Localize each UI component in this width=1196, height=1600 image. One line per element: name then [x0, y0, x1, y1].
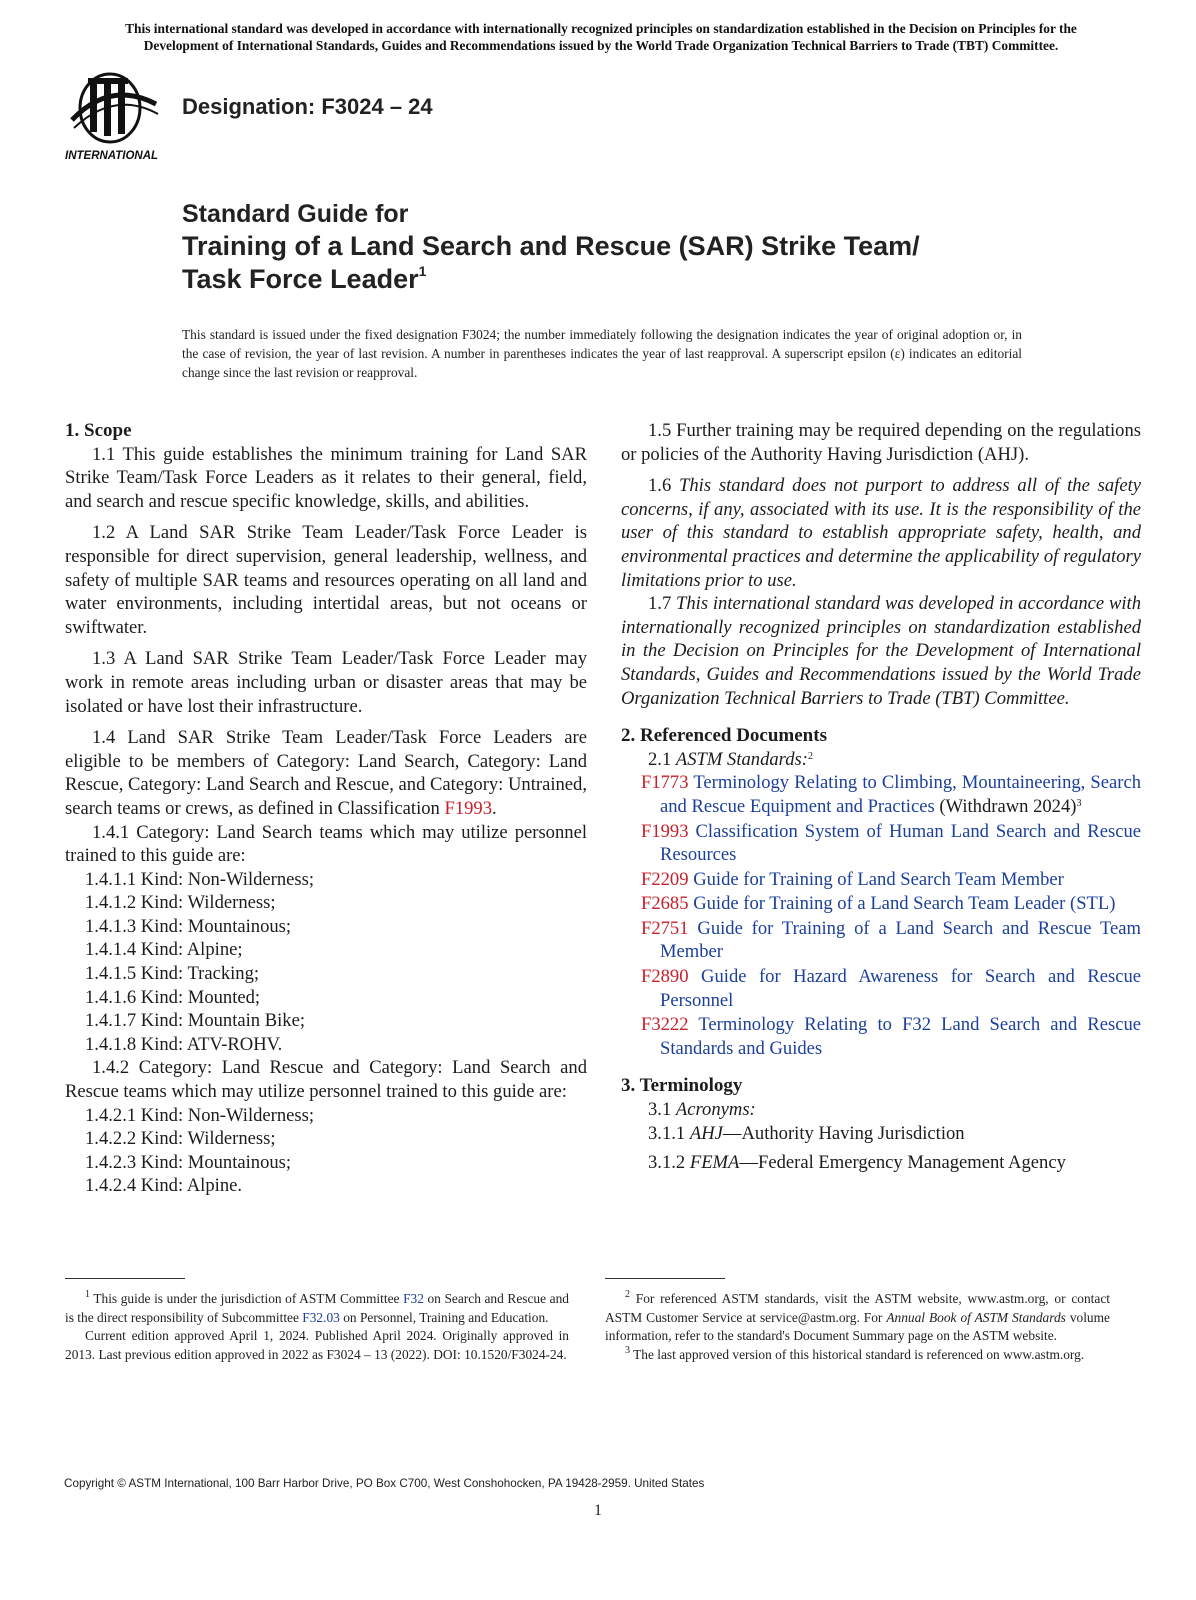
footnote-1-mark: 1 — [85, 1289, 90, 1300]
para-1-6 — [621, 474, 1141, 592]
reference-item — [621, 771, 1141, 818]
section-references-heading: 2. Referenced Documents — [621, 725, 827, 747]
copyright: Copyright © ASTM International, 100 Barr Harbor Drive, PO Box C700, West Conshohocken, PA 19428-2959. United States — [64, 1477, 705, 1490]
footnote-3-mark: 3 — [625, 1344, 630, 1356]
kinds-rescue-list — [65, 1104, 587, 1198]
title-line3 — [182, 263, 1082, 296]
section-scope-heading: 1. Scope — [65, 420, 132, 441]
reference-code-link[interactable]: F1773 — [641, 772, 689, 794]
reference-item — [621, 820, 1141, 867]
kind-item: 1.4.1.7 Kind: Mountain Bike; — [85, 1010, 306, 1032]
logo-international-text: INTERNATIONAL — [65, 150, 159, 162]
kind-item: 1.4.1.1 Kind: Non-Wilderness; — [85, 868, 315, 890]
para-3-1-1 — [621, 1122, 1141, 1146]
reference-list — [621, 771, 1141, 1060]
footnote-1-text-a: This guide is under the jurisdiction of ASTM Committee — [90, 1291, 404, 1306]
footnote-1-text-b: on Search and Rescue and is the direct responsibility of Subcommittee — [65, 1291, 569, 1325]
para-3-1-num: 3.1 — [648, 1099, 676, 1121]
kinds-search-list — [65, 868, 587, 1057]
wto-notice-line2: Development of International Standards, Guides and Recommendations issued by the World Trade Organization Technical Barriers to Trade (TBT) Committee. — [143, 38, 1059, 53]
title-line2: Training of a Land Search and Rescue (SAR) Strike Team/ — [182, 231, 920, 261]
footnote-3 — [605, 1346, 1110, 1365]
para-1-4-end: . — [492, 797, 497, 819]
para-1-6-text: This standard does not purport to address all of the safety concerns, if any, associated with its use. It is the responsibility of the user of this standard to establish appropriate safety, health, and environmental practices and determine the applicability of regulatory limitations prior to use. — [621, 475, 1141, 591]
term-ahj: AHJ — [689, 1122, 723, 1144]
para-1-4-2: 1.4.2 Category: Land Rescue and Category: Land Search and Rescue teams which may utilize personnel trained to this guide are: — [65, 1057, 587, 1103]
footnotes-left — [65, 1290, 569, 1364]
reference-code-link[interactable]: F2685 — [641, 893, 689, 915]
para-3-1-2-num: 3.1.2 — [648, 1152, 690, 1174]
kind-item: 1.4.2.4 Kind: Alpine. — [85, 1175, 243, 1197]
reference-code-link[interactable]: F2751 — [641, 917, 689, 939]
astm-logo — [64, 68, 170, 164]
reference-item — [621, 868, 1141, 892]
reference-item — [621, 965, 1141, 1012]
designation: Designation: F3024 – 24 — [182, 94, 433, 119]
para-2-1 — [621, 748, 1141, 772]
reference-code-link[interactable]: F2209 — [641, 868, 689, 890]
reference-title-link[interactable]: Guide for Training of Land Search Team Member — [693, 868, 1064, 890]
para-3-1-text: Acronyms: — [675, 1099, 756, 1121]
kind-item: 1.4.2.3 Kind: Mountainous; — [85, 1151, 292, 1173]
kind-item: 1.4.1.8 Kind: ATV-ROHV. — [85, 1033, 283, 1055]
title-line1: Standard Guide for — [182, 200, 409, 228]
para-3-1 — [621, 1098, 1141, 1122]
reference-title-link[interactable]: Terminology Relating to Climbing, Mountaineering, Search and Rescue Equipment and Practices — [660, 772, 1142, 817]
wto-notice-line1: This international standard was developed in accordance with internationally recognized principles on standardization established in the Decision on Principles for the — [125, 21, 1077, 36]
para-1-2: 1.2 A Land SAR Strike Team Leader/Task Force Leader is responsible for direct supervision, general leadership, wellness, and safety of multiple SAR teams and resources operating on all land and water environments, including intertidal areas, but not oceans or swiftwater. — [65, 522, 587, 638]
para-1-4-text: 1.4 Land SAR Strike Team Leader/Task Force Leaders are eligible to be members of Category: Land Search, Category: Land Rescue, Category: Land Search and Rescue, and Category: Untrained, search teams or crews, as defined in Classification — [65, 727, 587, 819]
reference-title-link[interactable]: Guide for Training of a Land Search Team Leader (STL) — [693, 893, 1116, 915]
para-1-7-num: 1.7 — [648, 593, 677, 615]
footnote-2-text-a: For referenced ASTM standards, visit the ASTM website, www.astm.org, or contact ASTM Customer Service at service@astm.org. For — [605, 1291, 1110, 1325]
para-1-6-num: 1.6 — [648, 475, 680, 497]
reference-title-link[interactable]: Guide for Training of a Land Search and Rescue Team Member — [660, 917, 1141, 963]
footnote-1-text-c: on Personnel, Training and Education. — [339, 1309, 549, 1325]
right-column — [621, 419, 1141, 1175]
title-line3-text: Task Force Leader — [182, 264, 419, 294]
section-terminology-heading: 3. Terminology — [621, 1075, 743, 1097]
para-2-1-mark: 2 — [807, 750, 813, 762]
para-3-1-1-num: 3.1.1 — [648, 1122, 690, 1144]
reference-title-link[interactable]: Guide for Hazard Awareness for Search and Rescue Personnel — [660, 966, 1142, 1011]
kind-item: 1.4.2.2 Kind: Wilderness; — [85, 1128, 276, 1150]
para-1-4-1: 1.4.1 Category: Land Search teams which may utilize personnel trained to this guide are: — [65, 821, 587, 867]
term-fema-def: —Federal Emergency Management Agency — [739, 1152, 1066, 1174]
link-subcommittee-f32-03[interactable]: F32.03 — [302, 1309, 340, 1325]
footnote-rule-right — [605, 1278, 725, 1279]
term-fema: FEMA — [689, 1152, 740, 1174]
link-f1993[interactable]: F1993 — [444, 797, 493, 819]
document-title — [182, 198, 1082, 296]
left-column — [65, 419, 587, 1198]
para-1-7 — [621, 592, 1141, 710]
footnote-3-text: The last approved version of this historical standard is referenced on www.astm.org. — [630, 1346, 1085, 1362]
reference-item — [621, 892, 1141, 916]
footnote-1-edition: Current edition approved April 1, 2024. Published April 2024. Originally approved in 2013. Last previous edition approved in 2022 as F3024 – 13 (2022). DOI: 10.1520/F3024-24. — [65, 1328, 569, 1362]
footnote-2 — [605, 1290, 1110, 1346]
kind-item: 1.4.1.6 Kind: Mounted; — [85, 986, 261, 1008]
kind-item: 1.4.1.2 Kind: Wilderness; — [85, 892, 276, 914]
kind-item: 1.4.1.5 Kind: Tracking; — [85, 963, 260, 985]
footnotes-right — [605, 1290, 1110, 1364]
term-ahj-def: —Authority Having Jurisdiction — [722, 1122, 965, 1144]
reference-title-link[interactable]: Terminology Relating to F32 Land Search and Rescue Standards and Guides — [660, 1014, 1141, 1059]
para-2-1-num: 2.1 — [648, 748, 676, 770]
reference-note: (Withdrawn 2024) — [934, 795, 1077, 817]
astm-logo-icon — [64, 68, 170, 164]
reference-footnote-mark: 3 — [1076, 797, 1082, 809]
footnote-2-mark: 2 — [625, 1289, 630, 1300]
para-1-3: 1.3 A Land SAR Strike Team Leader/Task Force Leader may work in remote areas including urban or disaster areas that may be isolated or have lost their infrastructure. — [65, 648, 587, 717]
para-1-7-text: This international standard was developed in accordance with internationally recognized principles on standardization established in the Decision on Principles for the Development of International Standards, Guides and Recommendations issued by the World Trade Organization Technical Barriers to Trade (TBT) Committee. — [621, 593, 1142, 709]
link-committee-f32[interactable]: F32 — [403, 1291, 424, 1306]
para-3-1-2 — [621, 1151, 1141, 1175]
reference-item — [621, 917, 1141, 964]
para-1-5: 1.5 Further training may be required depending on the regulations or policies of the Authority Having Jurisdiction (AHJ). — [621, 420, 1141, 465]
title-footnote-mark: 1 — [418, 263, 427, 279]
reference-item — [621, 1013, 1141, 1060]
footnote-rule-left — [65, 1278, 185, 1279]
footnote-2-book: Annual Book of ASTM Standards — [886, 1309, 1066, 1325]
kind-item: 1.4.1.4 Kind: Alpine; — [85, 939, 243, 961]
issued-notice: This standard is issued under the fixed designation F3024; the number immediately following the designation indicates the year of original adoption or, in the case of revision, the year of last revision. A number in parentheses indicates the year of last reapproval. A superscript epsilon (ε) indicates an editorial change since the last revision or reapproval. — [182, 327, 1022, 380]
kind-item: 1.4.2.1 Kind: Non-Wilderness; — [85, 1104, 315, 1126]
reference-code-link[interactable]: F3222 — [641, 1014, 689, 1036]
reference-code-link[interactable]: F2890 — [641, 966, 689, 988]
footnote-2-text-b: volume information, refer to the standard's Document Summary page on the ASTM website. — [605, 1309, 1110, 1344]
kind-item: 1.4.1.3 Kind: Mountainous; — [85, 915, 292, 937]
reference-title-link[interactable]: Classification System of Human Land Search and Rescue Resources — [660, 820, 1141, 866]
wto-notice — [62, 20, 1140, 54]
footnote-1 — [65, 1290, 569, 1327]
reference-code-link[interactable]: F1993 — [641, 820, 689, 842]
page-number: 1 — [594, 1502, 602, 1519]
para-1-4 — [65, 726, 587, 820]
para-2-1-text: ASTM Standards: — [675, 748, 808, 770]
para-1-1: 1.1 This guide establishes the minimum training for Land SAR Strike Team/Task Force Leaders as it relates to their general, field, and search and rescue specific knowledge, skills, and abilities. — [65, 443, 587, 512]
